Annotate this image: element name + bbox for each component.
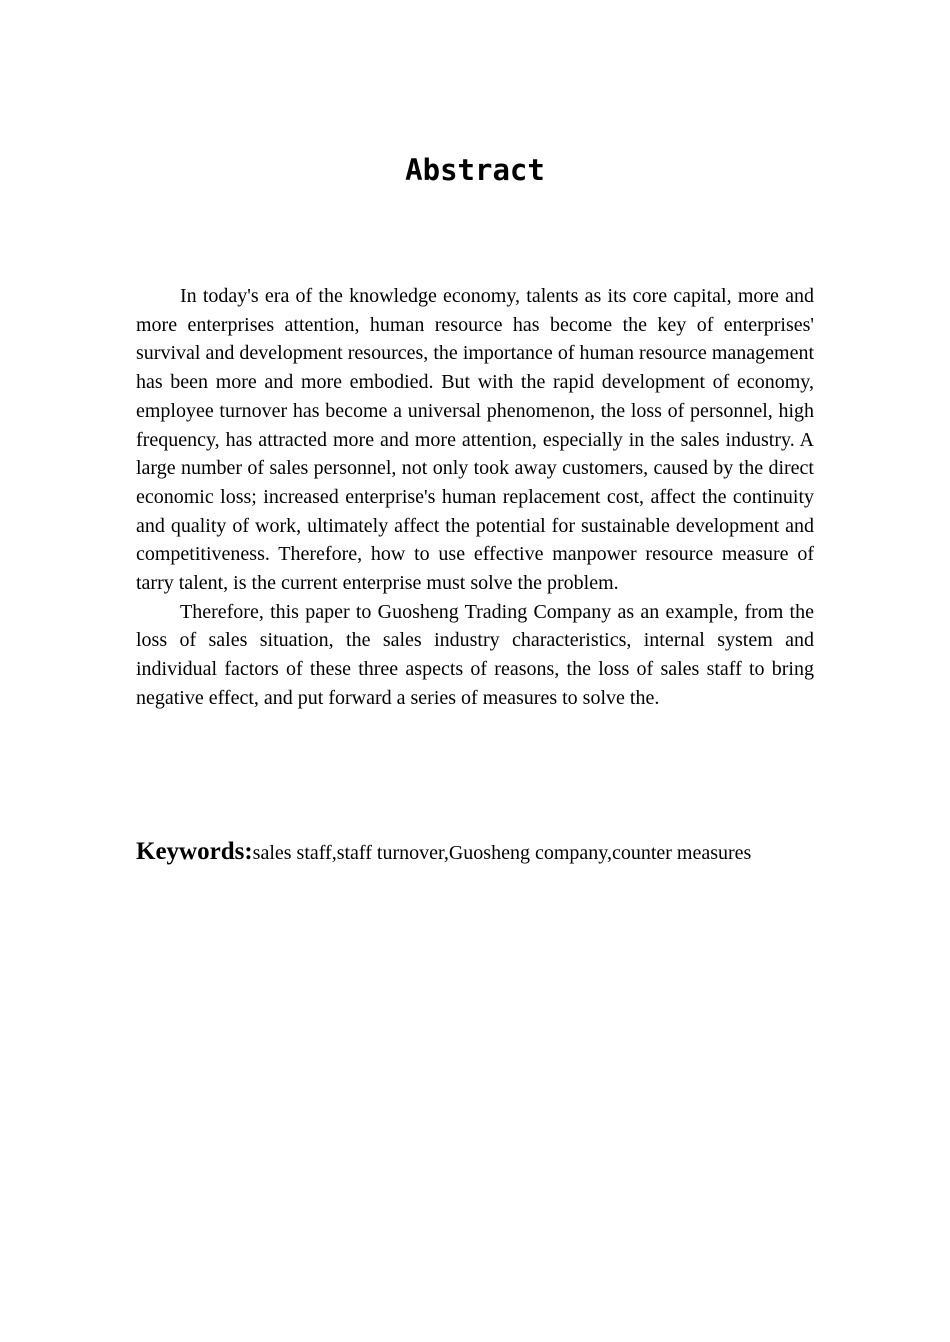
abstract-paragraph-1: In today's era of the knowledge economy, talents as its core capital, more and more enterprises attention, human resource has become the key of enterprises' survival and development resources, the importance of human resource management has been more and more embodied. But with the rapid development of economy, employee turnover has become a universal phenomenon, the loss of personnel, high frequency, has attracted more and more attention, especially in the sales industry. A large number of sales personnel, not only took away customers, caused by the direct economic loss; increased enterprise's human replacement cost, affect the continuity and quality of work, ultimately affect the potential for sustainable development and competitiveness. Therefore, how to use effective manpower resource measure of tarry talent, is the current enterprise must solve the problem. xyxy=(136,285,814,595)
keywords-label: Keywords xyxy=(136,838,245,865)
keywords-values: sales staff,staff turnover,Guosheng company,counter measures xyxy=(252,842,752,864)
keywords-separator: : xyxy=(244,838,253,865)
abstract-paragraph-2: Therefore, this paper to Guosheng Trading Company as an example, from the loss of sales situation, the sales industry characteristics, internal system and individual factors of these three aspects of reasons, the loss of sales staff to bring negative effect, and put forward a series of measures to solve the. xyxy=(136,600,814,709)
abstract-body xyxy=(136,282,814,713)
keywords-line xyxy=(136,838,836,866)
abstract-title: Abstract xyxy=(405,153,545,187)
